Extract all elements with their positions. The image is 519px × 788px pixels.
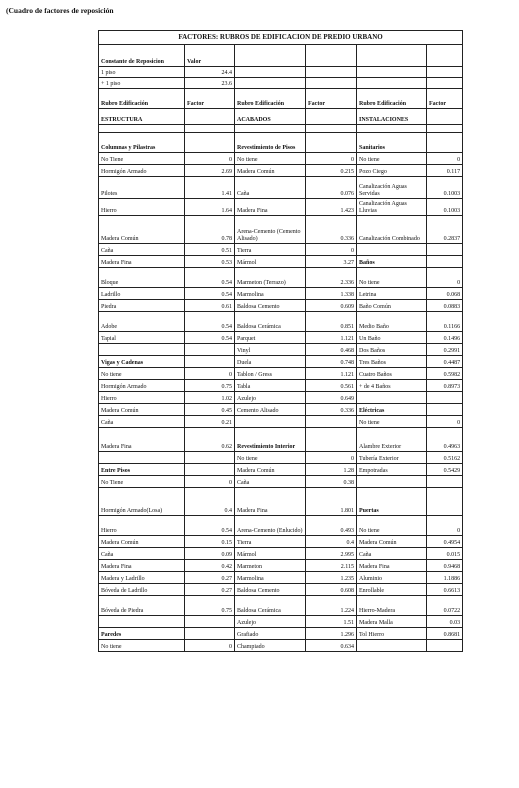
- rubro-cell: ESTRUCTURA: [99, 109, 185, 125]
- rubro-cell: Alambre Exterior: [357, 428, 427, 452]
- factor-cell: 0.0722: [427, 596, 463, 616]
- rubro-cell: Vigas y Cadenas: [99, 356, 185, 368]
- rubro-cell: Madera y Ladrillo: [99, 572, 185, 584]
- rubro-cell: Duela: [235, 356, 306, 368]
- factor-cell: 0.215: [306, 165, 357, 177]
- rubro-cell: Parquet: [235, 332, 306, 344]
- table-row: [99, 344, 463, 356]
- rubro-cell: INSTALACIONES: [357, 109, 427, 125]
- rubro-cell: Marmeton: [235, 560, 306, 572]
- factor-cell: 0.608: [306, 584, 357, 596]
- table-row: [99, 404, 463, 416]
- rubro-cell: [99, 616, 185, 628]
- factor-cell: 0.61: [185, 300, 235, 312]
- factor-cell: Factor: [427, 89, 463, 109]
- factor-cell: 1.51: [306, 616, 357, 628]
- rubro-cell: No Tiene: [99, 476, 185, 488]
- rubro-cell: Caña: [235, 177, 306, 199]
- factor-cell: 1.1886: [427, 572, 463, 584]
- factor-cell: 0.5429: [427, 464, 463, 476]
- rubro-cell: Madera Común: [357, 536, 427, 548]
- factor-cell: [427, 640, 463, 652]
- rubro-cell: [357, 78, 427, 89]
- rubro-cell: Grafiado: [235, 628, 306, 640]
- rubro-cell: Caña: [235, 476, 306, 488]
- factor-cell: [427, 78, 463, 89]
- table-row: [99, 153, 463, 165]
- table-row: [99, 380, 463, 392]
- rubro-cell: Madera Fina: [235, 488, 306, 516]
- rubro-cell: + 1 piso: [99, 78, 185, 89]
- factor-cell: [185, 344, 235, 356]
- rubro-cell: Baldosa Cemento: [235, 300, 306, 312]
- factor-cell: 1.423: [306, 199, 357, 216]
- factor-cell: 0.015: [427, 548, 463, 560]
- rubro-cell: No tiene: [357, 416, 427, 428]
- rubro-cell: Empotradas: [357, 464, 427, 476]
- table-row: [99, 516, 463, 536]
- rubro-cell: Baldosa Cerámica: [235, 312, 306, 332]
- document-caption: (Cuadro de factores de reposición: [6, 6, 114, 15]
- rubro-cell: Sanitarios: [357, 133, 427, 153]
- factor-cell: 0.336: [306, 216, 357, 244]
- factor-cell: 0: [427, 416, 463, 428]
- table-row: [99, 596, 463, 616]
- rubro-cell: Canalización Combinado: [357, 216, 427, 244]
- rubro-cell: [235, 78, 306, 89]
- rubro-cell: Madera Fina: [99, 560, 185, 572]
- rubro-cell: [235, 125, 306, 133]
- factor-cell: [306, 45, 357, 67]
- factor-cell: 0.336: [306, 404, 357, 416]
- rubro-cell: Aluminio: [357, 572, 427, 584]
- rubro-cell: Madera Fina: [99, 428, 185, 452]
- rubro-cell: Arena-Cemento (Enlucido): [235, 516, 306, 536]
- table-row: [99, 428, 463, 452]
- table-row: [99, 45, 463, 67]
- rubro-cell: Madera Común: [99, 536, 185, 548]
- factor-cell: 1.801: [306, 488, 357, 516]
- factor-cell: 0.468: [306, 344, 357, 356]
- rubro-cell: Tierra: [235, 244, 306, 256]
- factor-cell: 3.27: [306, 256, 357, 268]
- factor-cell: 0.03: [427, 616, 463, 628]
- factor-cell: 0.45: [185, 404, 235, 416]
- rubro-cell: Hormigón Armado: [99, 165, 185, 177]
- table-row: [99, 216, 463, 244]
- rubro-cell: Entre Pisos: [99, 464, 185, 476]
- table-row: [99, 67, 463, 78]
- factor-cell: 0.21: [185, 416, 235, 428]
- factor-cell: 0.54: [185, 288, 235, 300]
- factor-cell: 0.076: [306, 177, 357, 199]
- rubro-cell: Ladrillo: [99, 288, 185, 300]
- rubro-cell: [357, 244, 427, 256]
- table-title: FACTORES: RUBROS DE EDIFICACION DE PREDIO URBANO: [99, 31, 463, 45]
- factor-cell: 1.28: [306, 464, 357, 476]
- rubro-cell: Hierro: [99, 199, 185, 216]
- table-row: [99, 584, 463, 596]
- factor-cell: 0.62: [185, 428, 235, 452]
- rubro-cell: Columnas y Pilastras: [99, 133, 185, 153]
- factor-cell: 0: [427, 268, 463, 288]
- factor-cell: 24.4: [185, 67, 235, 78]
- table-title-row: [99, 31, 463, 45]
- factor-cell: [427, 109, 463, 125]
- factor-cell: 1.121: [306, 332, 357, 344]
- rubro-cell: Revestimiento de Pisos: [235, 133, 306, 153]
- factor-cell: [427, 133, 463, 153]
- factor-cell: 2.995: [306, 548, 357, 560]
- factor-cell: [306, 133, 357, 153]
- rubro-cell: Rubro Edificación: [99, 89, 185, 109]
- factor-cell: 1.296: [306, 628, 357, 640]
- factor-cell: 0.15: [185, 536, 235, 548]
- rubro-cell: Tablon / Gress: [235, 368, 306, 380]
- rubro-cell: [357, 125, 427, 133]
- factor-cell: 0.649: [306, 392, 357, 404]
- factor-cell: 0.51: [185, 244, 235, 256]
- rubro-cell: Bóveda de Ladrillo: [99, 584, 185, 596]
- rubro-cell: Azulejo: [235, 616, 306, 628]
- rubro-cell: Madera Fina: [99, 256, 185, 268]
- rubro-cell: Hormigón Armado: [99, 380, 185, 392]
- rubro-cell: Letrina: [357, 288, 427, 300]
- rubro-cell: Pilotes: [99, 177, 185, 199]
- table-row: [99, 332, 463, 344]
- rubro-cell: Marmeton (Terrazo): [235, 268, 306, 288]
- rubro-cell: [99, 344, 185, 356]
- rubro-cell: No tiene: [99, 640, 185, 652]
- rubro-cell: Madera Fina: [357, 560, 427, 572]
- table-row: [99, 125, 463, 133]
- rubro-cell: [235, 416, 306, 428]
- factor-cell: 0.54: [185, 268, 235, 288]
- table-row: [99, 165, 463, 177]
- table-row: [99, 464, 463, 476]
- factor-cell: [185, 125, 235, 133]
- rubro-cell: Puertas: [357, 488, 427, 516]
- rubro-cell: Paredes: [99, 628, 185, 640]
- factor-cell: 0: [306, 244, 357, 256]
- factor-cell: 0.1166: [427, 312, 463, 332]
- rubro-cell: No tiene: [235, 153, 306, 165]
- factor-cell: [185, 616, 235, 628]
- rubro-cell: Cuatro Baños: [357, 368, 427, 380]
- factor-cell: 0.4954: [427, 536, 463, 548]
- factor-cell: 0.5982: [427, 368, 463, 380]
- rubro-cell: [357, 392, 427, 404]
- table-row: [99, 628, 463, 640]
- table-row: [99, 616, 463, 628]
- factor-cell: [185, 452, 235, 464]
- rubro-cell: No tiene: [99, 368, 185, 380]
- rubro-cell: Madera Malla: [357, 616, 427, 628]
- rubro-cell: Rubro Edificación: [235, 89, 306, 109]
- rubro-cell: Caña: [357, 548, 427, 560]
- factor-cell: Factor: [185, 89, 235, 109]
- factor-cell: 2.336: [306, 268, 357, 288]
- factor-cell: 0.8681: [427, 628, 463, 640]
- factor-cell: 0.748: [306, 356, 357, 368]
- table-row: [99, 356, 463, 368]
- rubro-cell: Champiado: [235, 640, 306, 652]
- table-row: [99, 89, 463, 109]
- rubro-cell: Tabla: [235, 380, 306, 392]
- factor-cell: [306, 125, 357, 133]
- table-row: [99, 392, 463, 404]
- factor-cell: 0.8973: [427, 380, 463, 392]
- factor-cell: 0: [185, 476, 235, 488]
- factor-cell: 0.4487: [427, 356, 463, 368]
- factor-cell: 0.068: [427, 288, 463, 300]
- factor-cell: [427, 67, 463, 78]
- table-row: [99, 572, 463, 584]
- rubro-cell: Tres Baños: [357, 356, 427, 368]
- table-row: [99, 268, 463, 288]
- table-row: [99, 288, 463, 300]
- factor-cell: 1.02: [185, 392, 235, 404]
- rubro-cell: Tubería Exterior: [357, 452, 427, 464]
- rubro-cell: [235, 45, 306, 67]
- rubro-cell: Azulejo: [235, 392, 306, 404]
- rubro-cell: Baldosa Cerámica: [235, 596, 306, 616]
- factor-cell: 0: [427, 516, 463, 536]
- rubro-cell: [357, 67, 427, 78]
- factor-cell: 0: [185, 640, 235, 652]
- factor-cell: 1.64: [185, 199, 235, 216]
- factor-cell: 0.38: [306, 476, 357, 488]
- factor-cell: [185, 464, 235, 476]
- factor-cell: 0.75: [185, 596, 235, 616]
- rubro-cell: Bloque: [99, 268, 185, 288]
- rubro-cell: Arena-Cemento (Cemento Alisado): [235, 216, 306, 244]
- rubro-cell: Madera Fina: [235, 199, 306, 216]
- rubro-cell: No tiene: [357, 516, 427, 536]
- factor-cell: 0: [427, 153, 463, 165]
- factor-cell: 1.121: [306, 368, 357, 380]
- rubro-cell: Pozo Ciego: [357, 165, 427, 177]
- factor-cell: 0.634: [306, 640, 357, 652]
- table-row: [99, 133, 463, 153]
- factor-cell: [427, 404, 463, 416]
- rubro-cell: [99, 125, 185, 133]
- factor-cell: 0.6613: [427, 584, 463, 596]
- factor-cell: [306, 67, 357, 78]
- rubro-cell: No tiene: [357, 153, 427, 165]
- rubro-cell: [357, 45, 427, 67]
- rubro-cell: Caña: [99, 416, 185, 428]
- factor-cell: Valor: [185, 45, 235, 67]
- factor-cell: [427, 488, 463, 516]
- table-row: [99, 300, 463, 312]
- factor-cell: 0.2837: [427, 216, 463, 244]
- factor-cell: 0: [185, 368, 235, 380]
- table-row: [99, 368, 463, 380]
- rubro-cell: Madera Común: [235, 464, 306, 476]
- factor-cell: [427, 392, 463, 404]
- rubro-cell: Madera Común: [235, 165, 306, 177]
- rubro-cell: Baño Común: [357, 300, 427, 312]
- rubro-cell: Baños: [357, 256, 427, 268]
- factor-cell: 0.117: [427, 165, 463, 177]
- factor-cell: [185, 628, 235, 640]
- factor-cell: 0.609: [306, 300, 357, 312]
- factor-cell: [427, 45, 463, 67]
- factor-cell: 1.224: [306, 596, 357, 616]
- factor-cell: 0.493: [306, 516, 357, 536]
- rubro-cell: Piedra: [99, 300, 185, 312]
- factor-cell: 0: [185, 153, 235, 165]
- factor-cell: 0.09: [185, 548, 235, 560]
- factor-cell: 0.4: [185, 488, 235, 516]
- rubro-cell: Cemento Alisado: [235, 404, 306, 416]
- rubro-cell: Hormigón Armado(Losa): [99, 488, 185, 516]
- rubro-cell: Marmolina: [235, 572, 306, 584]
- rubro-cell: Medio Baño: [357, 312, 427, 332]
- rubro-cell: [357, 640, 427, 652]
- rubro-cell: Dos Baños: [357, 344, 427, 356]
- rubro-cell: Tierra: [235, 536, 306, 548]
- rubro-cell: Canalización Aguas Servidas: [357, 177, 427, 199]
- rubro-cell: Marmolina: [235, 288, 306, 300]
- rubro-cell: Tol Hierro: [357, 628, 427, 640]
- factor-cell: 0: [306, 153, 357, 165]
- rubro-cell: Un Baño: [357, 332, 427, 344]
- factor-cell: 0.27: [185, 584, 235, 596]
- factor-cell: 0.54: [185, 332, 235, 344]
- factor-cell: 0.1496: [427, 332, 463, 344]
- table-row: [99, 109, 463, 125]
- factor-cell: 0.54: [185, 312, 235, 332]
- factor-cell: 1.41: [185, 177, 235, 199]
- rubro-cell: Hierro: [99, 392, 185, 404]
- table-row: [99, 199, 463, 216]
- table-row: [99, 488, 463, 516]
- table-row: [99, 640, 463, 652]
- table-row: [99, 452, 463, 464]
- rubro-cell: No tiene: [235, 452, 306, 464]
- rubro-cell: Mármol: [235, 256, 306, 268]
- rubro-cell: Hierro-Madera: [357, 596, 427, 616]
- table-row: [99, 256, 463, 268]
- factor-cell: 2.115: [306, 560, 357, 572]
- rubro-cell: Canalización Aguas Lluvias: [357, 199, 427, 216]
- table-row: [99, 560, 463, 572]
- factor-cell: 0.851: [306, 312, 357, 332]
- rubro-cell: [99, 452, 185, 464]
- rubro-cell: Madera Común: [99, 404, 185, 416]
- factor-cell: 0.1003: [427, 199, 463, 216]
- factor-cell: 0.1003: [427, 177, 463, 199]
- rubro-cell: + de 4 Baños: [357, 380, 427, 392]
- table-row: [99, 312, 463, 332]
- table-row: [99, 536, 463, 548]
- factor-cell: 0.75: [185, 380, 235, 392]
- factor-cell: [306, 416, 357, 428]
- factor-cell: 0.4963: [427, 428, 463, 452]
- factor-cell: 0: [306, 452, 357, 464]
- rubro-cell: Mármol: [235, 548, 306, 560]
- factor-cell: [427, 244, 463, 256]
- factor-cell: 0.561: [306, 380, 357, 392]
- table-row: [99, 476, 463, 488]
- factor-cell: Factor: [306, 89, 357, 109]
- rubro-cell: Tapial: [99, 332, 185, 344]
- factor-cell: [427, 125, 463, 133]
- table-row: [99, 177, 463, 199]
- rubro-cell: Caña: [99, 548, 185, 560]
- factor-cell: [427, 476, 463, 488]
- rubro-cell: Enrollable: [357, 584, 427, 596]
- factor-cell: 0.53: [185, 256, 235, 268]
- table-row: [99, 416, 463, 428]
- factor-cell: [185, 356, 235, 368]
- factor-cell: 0.78: [185, 216, 235, 244]
- rubro-cell: Caña: [99, 244, 185, 256]
- rubro-cell: [357, 476, 427, 488]
- factor-cell: 23.6: [185, 78, 235, 89]
- factor-cell: 0.9468: [427, 560, 463, 572]
- factor-cell: [306, 428, 357, 452]
- factor-cell: 0.4: [306, 536, 357, 548]
- rubro-cell: Rubro Edificación: [357, 89, 427, 109]
- rubro-cell: [235, 67, 306, 78]
- factor-cell: [306, 78, 357, 89]
- table-row: [99, 78, 463, 89]
- factor-cell: [185, 109, 235, 125]
- factor-cell: [306, 109, 357, 125]
- factor-cell: 0.54: [185, 516, 235, 536]
- rubro-cell: ACABADOS: [235, 109, 306, 125]
- rubro-cell: Hierro: [99, 516, 185, 536]
- factor-cell: [185, 133, 235, 153]
- table-row: [99, 548, 463, 560]
- rubro-cell: Revestimiento Interior: [235, 428, 306, 452]
- factor-cell: 0.27: [185, 572, 235, 584]
- factor-cell: 0.2991: [427, 344, 463, 356]
- rubro-cell: Eléctricas: [357, 404, 427, 416]
- rubro-cell: Vinyl: [235, 344, 306, 356]
- factor-cell: 2.69: [185, 165, 235, 177]
- factor-cell: 0.0883: [427, 300, 463, 312]
- rubro-cell: Baldosa Cemento: [235, 584, 306, 596]
- factor-cell: 0.5162: [427, 452, 463, 464]
- rubro-cell: Madera Común: [99, 216, 185, 244]
- table-row: [99, 244, 463, 256]
- rubro-cell: Adobe: [99, 312, 185, 332]
- factor-cell: [427, 256, 463, 268]
- rubro-cell: No Tiene: [99, 153, 185, 165]
- factor-cell: 1.235: [306, 572, 357, 584]
- rubro-cell: No tiene: [357, 268, 427, 288]
- rubro-cell: 1 piso: [99, 67, 185, 78]
- factor-cell: 1.338: [306, 288, 357, 300]
- rubro-cell: Constante de Reposicion: [99, 45, 185, 67]
- factors-table: [98, 30, 463, 652]
- factor-cell: 0.42: [185, 560, 235, 572]
- rubro-cell: Bóveda de Piedra: [99, 596, 185, 616]
